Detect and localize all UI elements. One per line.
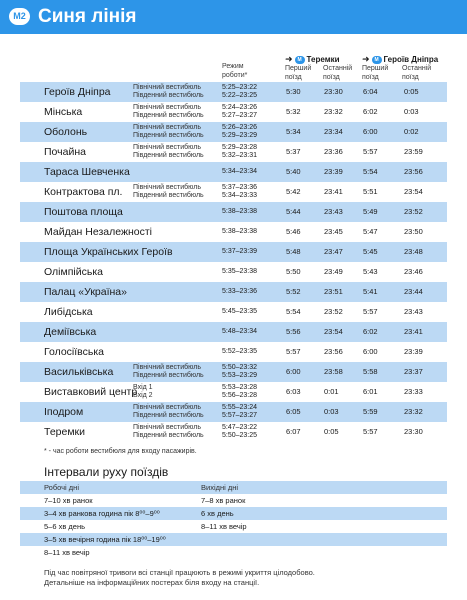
vestibule-label: Південний вестибюль (133, 412, 204, 419)
first-train-heroiv-dnipra: 6:00 (363, 347, 378, 356)
station-name: Мінська (44, 106, 83, 118)
first-train-heroiv-dnipra: 5:43 (363, 267, 378, 276)
intervals-header-row (20, 481, 447, 494)
interval-row (20, 494, 447, 507)
last-train-heroiv-dnipra: 23:59 (404, 147, 423, 156)
last-train-teremky: 0:01 (324, 387, 339, 396)
last-train-heroiv-dnipra: 23:41 (404, 327, 423, 336)
vestibule-label: Південний вестибюль (133, 152, 204, 159)
vestibule-label: Північний вестибюль (133, 104, 201, 111)
last-train-teremky: 23:39 (324, 167, 343, 176)
opening-hours: 5:52–23:35 (222, 348, 258, 355)
station-name: Площа Українських Героїв (44, 246, 173, 258)
opening-hours: 5:27–23:27 (222, 112, 258, 119)
last-train-heroiv-dnipra: 23:43 (404, 307, 423, 316)
opening-hours: 5:56–23:28 (222, 392, 258, 399)
last-train-teremky: 23:52 (324, 307, 343, 316)
first-train-heroiv-dnipra: 5:51 (363, 187, 378, 196)
vestibule-label: Північний вестибюль (133, 364, 201, 371)
first-train-heroiv-dnipra: 5:49 (363, 207, 378, 216)
station-name: Поштова площа (44, 206, 123, 218)
last-train-teremky: 23:36 (324, 147, 343, 156)
opening-hours: 5:34–23:34 (222, 168, 258, 175)
station-row (20, 122, 447, 142)
station-name: Теремки (44, 426, 86, 438)
direction-heroiv-dnipra-header: ➜ M Героїв Дніпра (362, 54, 439, 64)
station-row (20, 82, 447, 102)
first-train-heroiv-dnipra: 5:57 (363, 147, 378, 156)
last-train-heroiv-dnipra: 23:48 (404, 247, 423, 256)
intervals-table (20, 481, 447, 559)
intervals-title: Інтервали руху поїздів (44, 465, 169, 479)
line-badge: M2 (9, 8, 30, 25)
opening-hours: 5:35–23:38 (222, 268, 258, 275)
hours-column-header: Режим роботи* (222, 63, 248, 79)
opening-hours: 5:57–23:27 (222, 412, 258, 419)
station-row (20, 242, 447, 262)
vestibule-label: Вхід 2 (133, 392, 153, 399)
opening-hours: 5:37–23:39 (222, 248, 258, 255)
weekday-interval: 3–4 хв ранкова година пік 8⁰⁰–9⁰⁰ (44, 509, 160, 518)
opening-hours: 5:22–23:25 (222, 92, 258, 99)
station-row (20, 282, 447, 302)
first-train-heroiv-dnipra: 5:59 (363, 407, 378, 416)
first-train-teremky: 5:57 (286, 347, 301, 356)
last-train-heroiv-dnipra: 0:05 (404, 87, 419, 96)
last-train-heroiv-dnipra: 23:46 (404, 267, 423, 276)
vestibule-label: Північний вестибюль (133, 424, 201, 431)
opening-hours: 5:53–23:29 (222, 372, 258, 379)
last-train-heroiv-dnipra: 23:52 (404, 207, 423, 216)
vestibule-label: Північний вестибюль (133, 404, 201, 411)
first-train-heroiv-dnipra: 5:57 (363, 427, 378, 436)
first-train-heroiv-dnipra: 5:47 (363, 227, 378, 236)
first-train-teremky: 5:37 (286, 147, 301, 156)
last-train-heroiv-dnipra: 23:56 (404, 167, 423, 176)
first-train-heroiv-dnipra: 6:02 (363, 107, 378, 116)
last-train-heroiv-dnipra: 23:32 (404, 407, 423, 416)
first-train-heroiv-dnipra: 5:58 (363, 367, 378, 376)
vestibule-label: Північний вестибюль (133, 84, 201, 91)
last-train-heroiv-dnipra: 0:02 (404, 127, 419, 136)
opening-hours: 5:38–23:38 (222, 208, 258, 215)
last-train-header: Останній поїзд (402, 65, 432, 81)
first-train-teremky: 5:40 (286, 167, 301, 176)
first-train-teremky: 6:03 (286, 387, 301, 396)
last-train-heroiv-dnipra: 23:33 (404, 387, 423, 396)
last-train-teremky: 23:34 (324, 127, 343, 136)
station-row (20, 422, 447, 442)
opening-hours: 5:25–23:22 (222, 84, 258, 91)
weekday-interval: 3–5 хв вечірня година пік 18⁰⁰–19⁰⁰ (44, 535, 166, 544)
last-train-teremky: 0:03 (324, 407, 339, 416)
vestibule-label: Південний вестибюль (133, 132, 204, 139)
last-train-teremky: 23:58 (324, 367, 343, 376)
first-train-header: Перший поїзд (362, 65, 389, 81)
last-train-teremky: 23:32 (324, 107, 343, 116)
last-train-heroiv-dnipra: 23:50 (404, 227, 423, 236)
interval-row (20, 533, 447, 546)
last-train-teremky: 23:49 (324, 267, 343, 276)
last-train-teremky: 23:51 (324, 287, 343, 296)
vestibule-label: Південний вестибюль (133, 112, 204, 119)
interval-row (20, 507, 447, 520)
first-train-teremky: 5:30 (286, 87, 301, 96)
first-train-teremky: 5:54 (286, 307, 301, 316)
opening-hours: 5:29–23:29 (222, 132, 258, 139)
last-train-heroiv-dnipra: 23:39 (404, 347, 423, 356)
first-train-teremky: 5:50 (286, 267, 301, 276)
last-train-teremky: 23:47 (324, 247, 343, 256)
first-train-teremky: 5:46 (286, 227, 301, 236)
vestibule-label: Південний вестибюль (133, 92, 204, 99)
station-row (20, 202, 447, 222)
vestibule-label: Південний вестибюль (133, 192, 204, 199)
opening-hours: 5:53–23:28 (222, 384, 258, 391)
stations-table (20, 82, 447, 442)
last-train-teremky: 23:45 (324, 227, 343, 236)
air-alert-note: Під час повітряної тривоги всі станції працюють в режимі укриття цілодобово. Детальніше на інформаційних постерах біля входу на станції. (44, 568, 315, 587)
opening-hours: 5:32–23:31 (222, 152, 258, 159)
station-row (20, 342, 447, 362)
vestibule-label: Південний вестибюль (133, 372, 204, 379)
weekday-interval: 8–11 хв вечір (44, 548, 90, 557)
first-train-heroiv-dnipra: 5:45 (363, 247, 378, 256)
station-name: Либідська (44, 306, 93, 318)
weekend-interval: 8–11 хв вечір (201, 522, 247, 531)
first-train-heroiv-dnipra: 5:54 (363, 167, 378, 176)
station-row (20, 102, 447, 122)
interval-row (20, 546, 447, 559)
first-train-heroiv-dnipra: 6:01 (363, 387, 378, 396)
first-train-teremky: 5:44 (286, 207, 301, 216)
station-name: Деміївська (44, 326, 97, 338)
first-train-teremky: 5:34 (286, 127, 301, 136)
first-train-teremky: 5:42 (286, 187, 301, 196)
last-train-heroiv-dnipra: 23:44 (404, 287, 423, 296)
opening-hours: 5:38–23:38 (222, 228, 258, 235)
last-train-heroiv-dnipra: 23:37 (404, 367, 423, 376)
station-name: Тараса Шевченка (44, 166, 130, 178)
last-train-teremky: 23:56 (324, 347, 343, 356)
opening-hours: 5:55–23:24 (222, 404, 258, 411)
station-row (20, 322, 447, 342)
direction-teremky-header: ➜ M Теремки (285, 54, 340, 64)
station-row (20, 302, 447, 322)
first-train-heroiv-dnipra: 5:41 (363, 287, 378, 296)
opening-hours: 5:26–23:26 (222, 124, 258, 131)
station-row (20, 402, 447, 422)
first-train-teremky: 5:48 (286, 247, 301, 256)
opening-hours: 5:50–23:25 (222, 432, 258, 439)
station-row (20, 382, 447, 402)
first-train-heroiv-dnipra: 6:00 (363, 127, 378, 136)
station-row (20, 222, 447, 242)
first-train-teremky: 5:56 (286, 327, 301, 336)
weekend-header: Вихідні дні (201, 483, 239, 492)
station-name: Палац «Україна» (44, 286, 127, 298)
last-train-teremky: 23:41 (324, 187, 343, 196)
last-train-teremky: 23:54 (324, 327, 343, 336)
station-name: Героїв Дніпра (44, 86, 111, 98)
last-train-teremky: 0:05 (324, 427, 339, 436)
first-train-heroiv-dnipra: 5:57 (363, 307, 378, 316)
first-train-teremky: 5:52 (286, 287, 301, 296)
station-name: Іподром (44, 406, 84, 418)
weekday-interval: 7–10 хв ранок (44, 496, 93, 505)
arrow-right-icon: ➜ (285, 54, 293, 64)
vestibule-label: Північний вестибюль (133, 184, 201, 191)
last-train-teremky: 23:30 (324, 87, 343, 96)
weekend-interval: 6 хв день (201, 509, 234, 518)
metro-icon: M (372, 56, 382, 64)
opening-hours: 5:48–23:34 (222, 328, 258, 335)
station-name: Почайна (44, 146, 86, 158)
first-train-teremky: 5:32 (286, 107, 301, 116)
page-title: Синя лінія (38, 6, 137, 27)
first-train-heroiv-dnipra: 6:04 (363, 87, 378, 96)
interval-row (20, 520, 447, 533)
station-row (20, 142, 447, 162)
metro-icon: M (295, 56, 305, 64)
first-train-teremky: 6:00 (286, 367, 301, 376)
last-train-heroiv-dnipra: 23:54 (404, 187, 423, 196)
page-header (0, 0, 467, 34)
weekend-interval: 7–8 хв ранок (201, 496, 246, 505)
opening-hours: 5:45–23:35 (222, 308, 258, 315)
last-train-header: Останній поїзд (323, 65, 353, 81)
vestibule-label: Вхід 1 (133, 384, 153, 391)
station-name: Майдан Незалежності (44, 226, 152, 238)
station-name: Оболонь (44, 126, 88, 138)
arrow-right-icon: ➜ (362, 54, 370, 64)
station-row (20, 162, 447, 182)
station-name: Контрактова пл. (44, 186, 123, 198)
vestibule-label: Північний вестибюль (133, 124, 201, 131)
last-train-heroiv-dnipra: 0:03 (404, 107, 419, 116)
weekday-interval: 5–6 хв день (44, 522, 86, 531)
vestibule-label: Північний вестибюль (133, 144, 201, 151)
vestibule-label: Південний вестибюль (133, 432, 204, 439)
weekday-header: Робочі дні (44, 483, 79, 492)
station-name: Васильківська (44, 366, 114, 378)
opening-hours: 5:34–23:33 (222, 192, 258, 199)
first-train-heroiv-dnipra: 6:02 (363, 327, 378, 336)
opening-hours: 5:29–23:28 (222, 144, 258, 151)
station-row (20, 182, 447, 202)
first-train-teremky: 6:07 (286, 427, 301, 436)
station-name: Голосіївська (44, 346, 105, 358)
first-train-teremky: 6:05 (286, 407, 301, 416)
first-train-header: Перший поїзд (285, 65, 312, 81)
footnote: * - час роботи вестибюля для входу пасажирів. (44, 448, 197, 455)
last-train-heroiv-dnipra: 23:30 (404, 427, 423, 436)
last-train-teremky: 23:43 (324, 207, 343, 216)
station-name: Виставковий центр (44, 386, 138, 398)
station-name: Олімпійська (44, 266, 103, 278)
opening-hours: 5:37–23:36 (222, 184, 258, 191)
opening-hours: 5:47–23:22 (222, 424, 258, 431)
station-row (20, 262, 447, 282)
opening-hours: 5:50–23:32 (222, 364, 258, 371)
opening-hours: 5:24–23:26 (222, 104, 258, 111)
opening-hours: 5:33–23:36 (222, 288, 258, 295)
station-row (20, 362, 447, 382)
